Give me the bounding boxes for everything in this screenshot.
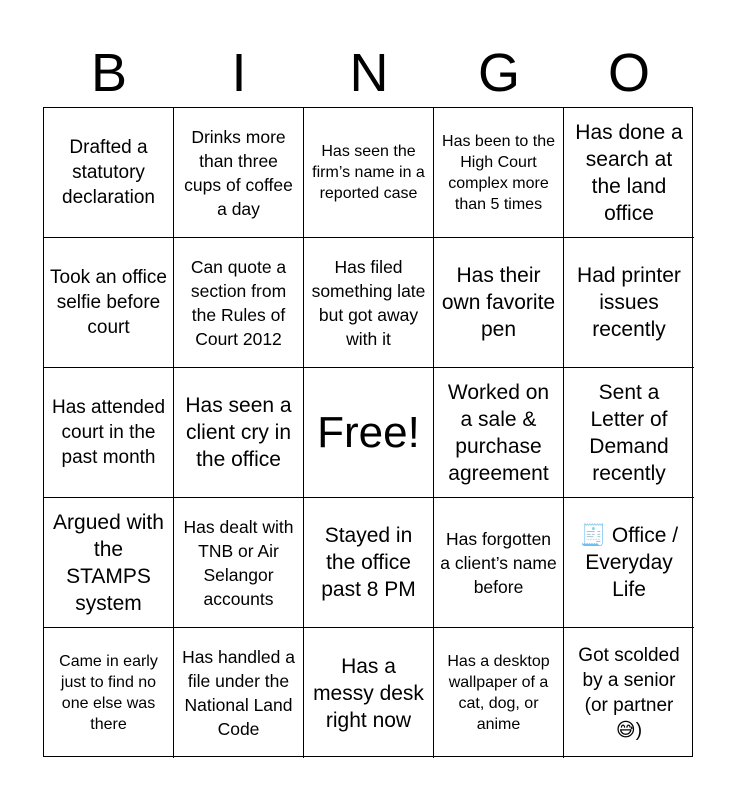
header-letter-o: O <box>607 43 650 103</box>
bingo-cell[interactable] <box>564 368 694 498</box>
header-letter-i: I <box>231 43 247 103</box>
bingo-cell[interactable] <box>564 628 694 758</box>
bingo-cell[interactable] <box>304 628 434 758</box>
cell-text: Has forgotten a client’s name before <box>440 528 557 597</box>
header-letter-n: N <box>349 43 389 103</box>
cell-text: Has their own favorite pen <box>441 264 556 341</box>
bingo-cell[interactable] <box>564 238 694 368</box>
cell-text: Has dealt with TNB or Air Selangor accounts <box>183 516 294 609</box>
bingo-cell[interactable] <box>174 238 304 368</box>
cell-text: Has a messy desk right now <box>313 654 424 732</box>
bingo-cell[interactable] <box>304 498 434 628</box>
header-letter-g: G <box>477 43 520 103</box>
bingo-cell[interactable] <box>564 498 694 628</box>
cell-text: Argued with the STAMPS system <box>53 510 164 615</box>
cell-text: 🧾 Office / Everyday Life <box>579 524 679 601</box>
cell-text: Took an office selfie before court <box>50 267 167 338</box>
bingo-cell[interactable] <box>304 108 434 238</box>
cell-text: Free! <box>317 407 420 457</box>
bingo-cell[interactable] <box>174 498 304 628</box>
bingo-cell[interactable] <box>174 108 304 238</box>
cell-text: Had printer issues recently <box>577 264 681 341</box>
bingo-cell[interactable] <box>44 628 174 758</box>
cell-text: Has a desktop wallpaper of a cat, dog, or anime <box>447 653 550 733</box>
cell-text: Can quote a section from the Rules of Court 2012 <box>190 256 287 349</box>
bingo-cell[interactable] <box>434 368 564 498</box>
bingo-cell[interactable] <box>174 628 304 758</box>
bingo-cell[interactable] <box>44 498 174 628</box>
bingo-cell[interactable] <box>564 108 694 238</box>
cell-text: Has handled a file under the National Land Code <box>182 647 295 739</box>
cell-text: Has been to the High Court complex more than 5 times <box>442 132 555 213</box>
cell-text: Worked on a sale & purchase agreement <box>447 380 550 485</box>
header-letter-b: B <box>90 43 128 103</box>
bingo-cell[interactable] <box>434 108 564 238</box>
bingo-cell[interactable] <box>304 238 434 368</box>
cell-text: Has seen the firm’s name in a reported case <box>312 143 425 202</box>
bingo-cell[interactable] <box>434 238 564 368</box>
bingo-cell[interactable] <box>44 108 174 238</box>
cell-text: Has done a search at the land office <box>575 120 683 225</box>
bingo-cell[interactable] <box>44 368 174 498</box>
bingo-header <box>44 40 694 106</box>
cell-text: Has seen a client cry in the office <box>185 394 292 471</box>
bingo-cell[interactable] <box>44 238 174 368</box>
bingo-grid <box>43 107 693 757</box>
cell-text: Drafted a statutory declaration <box>62 137 155 208</box>
cell-text: Sent a Letter of Demand recently <box>589 380 669 485</box>
cell-text: Stayed in the office past 8 PM <box>321 524 416 601</box>
bingo-cell[interactable] <box>434 628 564 758</box>
cell-text: Drinks more than three cups of coffee a day <box>184 126 293 219</box>
bingo-cell[interactable] <box>434 498 564 628</box>
bingo-cell[interactable] <box>174 368 304 498</box>
cell-text: Got scolded by a senior (or partner 😅) <box>578 645 680 741</box>
cell-text: Has filed something late but got away with it <box>311 256 426 349</box>
cell-text: Came in early just to find no one else was there <box>59 653 158 733</box>
cell-text: Has attended court in the past month <box>51 397 166 468</box>
bingo-cell-free[interactable] <box>304 368 434 498</box>
